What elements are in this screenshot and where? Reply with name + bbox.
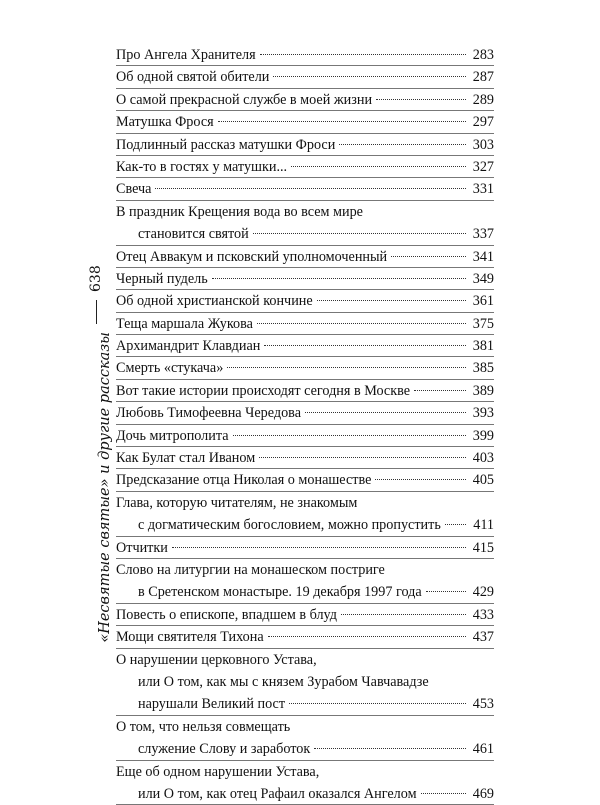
toc-entry[interactable]: [116, 268, 494, 290]
toc-page-number: 297: [470, 111, 494, 133]
toc-entry-title: Отец Аввакум и псковский уполномоченный: [116, 246, 387, 268]
toc-page-number: 429: [470, 581, 494, 603]
toc-line: [116, 469, 494, 491]
toc-line: [116, 313, 494, 335]
toc-entry[interactable]: [116, 626, 494, 648]
toc-entry[interactable]: [116, 380, 494, 402]
dot-leader: [257, 323, 466, 324]
toc-page-number: 283: [470, 44, 494, 66]
toc-line: [116, 290, 494, 312]
dot-leader: [314, 748, 466, 749]
toc-page-number: 337: [470, 223, 494, 245]
toc-entry-title: Теща маршала Жукова: [116, 313, 253, 335]
dot-leader: [273, 76, 466, 77]
toc-page-number: 405: [470, 469, 494, 491]
toc-line: [116, 716, 494, 738]
header-divider: [96, 300, 97, 324]
toc-entry-title: Черный пудель: [116, 268, 208, 290]
toc-entry-title: Как-то в гостях у матушки...: [116, 156, 287, 178]
toc-line: [116, 514, 494, 536]
toc-entry[interactable]: [116, 649, 494, 716]
toc-page-number: 385: [470, 357, 494, 379]
toc-line: [116, 335, 494, 357]
toc-entry-title: Мощи святителя Тихона: [116, 626, 264, 648]
toc-entry-title: Вот такие истории происходят сегодня в Москве: [116, 380, 410, 402]
dot-leader: [233, 435, 466, 436]
toc-page-number: 331: [470, 178, 494, 200]
toc-line: [116, 738, 494, 760]
toc-entry-title: Свеча: [116, 178, 151, 200]
toc-page-number: 403: [470, 447, 494, 469]
toc-line: [116, 581, 494, 603]
dot-leader: [259, 457, 466, 458]
toc-line: [116, 626, 494, 648]
dot-leader: [391, 256, 466, 257]
toc-entry-title: Дочь митрополита: [116, 425, 229, 447]
toc-line: [116, 402, 494, 424]
toc-entry[interactable]: [116, 469, 494, 491]
toc-entry[interactable]: [116, 559, 494, 604]
toc-entry-title: Еще об одном нарушении Устава,: [116, 761, 319, 783]
toc-page-number: 381: [470, 335, 494, 357]
toc-entry-title: служение Слову и заработок: [138, 738, 310, 760]
toc-entry-title: Подлинный рассказ матушки Фроси: [116, 134, 335, 156]
toc-page-number: 327: [470, 156, 494, 178]
toc-entry-title: Повесть о епископе, впадшем в блуд: [116, 604, 337, 626]
dot-leader: [339, 144, 466, 145]
toc-page-number: 469: [470, 783, 494, 805]
toc-line: [116, 223, 494, 245]
dot-leader: [341, 614, 466, 615]
toc-line: [116, 783, 494, 805]
toc-entry-title: в Сретенском монастыре. 19 декабря 1997 года: [138, 581, 422, 603]
toc-entry-title: Смерть «стукача»: [116, 357, 223, 379]
toc-entry[interactable]: [116, 290, 494, 312]
dot-leader: [260, 54, 466, 55]
toc-line: [116, 559, 494, 581]
dot-leader: [264, 345, 466, 346]
dot-leader: [426, 591, 466, 592]
dot-leader: [376, 99, 466, 100]
toc-page-number: 453: [470, 693, 494, 715]
toc-entry[interactable]: [116, 178, 494, 200]
toc-page-number: 287: [470, 66, 494, 88]
toc-line: [116, 693, 494, 715]
table-of-contents: [116, 44, 494, 805]
toc-entry[interactable]: [116, 66, 494, 88]
toc-line: [116, 246, 494, 268]
toc-entry[interactable]: [116, 89, 494, 111]
toc-entry-title: Любовь Тимофеевна Чередова: [116, 402, 301, 424]
toc-entry[interactable]: [116, 357, 494, 379]
toc-page-number: 303: [470, 134, 494, 156]
dot-leader: [268, 636, 466, 637]
toc-line: [116, 357, 494, 379]
toc-page-number: 461: [470, 738, 494, 760]
toc-entry-title: Как Булат стал Иваном: [116, 447, 255, 469]
toc-line: [116, 447, 494, 469]
dot-leader: [445, 524, 466, 525]
toc-entry-title: Про Ангела Хранителя: [116, 44, 256, 66]
toc-line: [116, 492, 494, 514]
toc-entry-title: становится святой: [138, 223, 249, 245]
toc-entry[interactable]: [116, 761, 494, 805]
toc-entry[interactable]: [116, 402, 494, 424]
toc-entry[interactable]: [116, 716, 494, 761]
toc-entry-title: Слово на литургии на монашеском постриге: [116, 559, 385, 581]
dot-leader: [414, 390, 466, 391]
toc-line: [116, 425, 494, 447]
running-title: «Несвятые святые» и другие рассказы: [97, 332, 113, 643]
toc-entry-title: нарушали Великий пост: [138, 693, 285, 715]
dot-leader: [291, 166, 466, 167]
toc-line: [116, 178, 494, 200]
toc-page-number: 341: [470, 246, 494, 268]
toc-line: [116, 66, 494, 88]
toc-line: [116, 156, 494, 178]
toc-page-number: 393: [470, 402, 494, 424]
running-header: [86, 272, 108, 712]
toc-entry-title: О том, что нельзя совмещать: [116, 716, 290, 738]
toc-entry-title: Предсказание отца Николая о монашестве: [116, 469, 371, 491]
toc-line: [116, 604, 494, 626]
toc-entry-title: Архимандрит Клавдиан: [116, 335, 260, 357]
dot-leader: [305, 412, 466, 413]
toc-line: [116, 649, 494, 671]
toc-line: [116, 44, 494, 66]
toc-page-number: 433: [470, 604, 494, 626]
toc-line: [116, 761, 494, 783]
toc-entry[interactable]: [116, 111, 494, 133]
toc-line: [116, 89, 494, 111]
toc-entry[interactable]: [116, 156, 494, 178]
toc-entry[interactable]: [116, 604, 494, 626]
toc-entry[interactable]: [116, 246, 494, 268]
toc-entry-title: О нарушении церковного Устава,: [116, 649, 317, 671]
dot-leader: [289, 703, 466, 704]
toc-page-number: 415: [470, 537, 494, 559]
toc-page-number: 437: [470, 626, 494, 648]
dot-leader: [227, 367, 466, 368]
toc-page-number: 361: [470, 290, 494, 312]
toc-entry-title: Глава, которую читателям, не знакомым: [116, 492, 357, 514]
toc-entry[interactable]: [116, 447, 494, 469]
toc-entry[interactable]: [116, 313, 494, 335]
toc-line: [116, 134, 494, 156]
toc-entry[interactable]: [116, 335, 494, 357]
toc-line: [116, 671, 494, 693]
toc-line: [116, 380, 494, 402]
toc-line: [116, 111, 494, 133]
page-number: 638: [88, 270, 104, 292]
toc-page-number: 411: [470, 514, 494, 536]
toc-entry-title: О самой прекрасной службе в моей жизни: [116, 89, 372, 111]
dot-leader: [317, 300, 466, 301]
toc-line: [116, 537, 494, 559]
toc-page-number: 399: [470, 425, 494, 447]
dot-leader: [218, 121, 466, 122]
toc-entry[interactable]: [116, 537, 494, 559]
dot-leader: [253, 233, 466, 234]
toc-entry-title: Матушка Фрося: [116, 111, 214, 133]
toc-line: [116, 201, 494, 223]
toc-entry[interactable]: [116, 44, 494, 66]
toc-entry[interactable]: [116, 134, 494, 156]
dot-leader: [212, 278, 466, 279]
toc-line: [116, 268, 494, 290]
toc-entry-title: В праздник Крещения вода во всем мире: [116, 201, 363, 223]
dot-leader: [421, 793, 466, 794]
toc-page-number: 349: [470, 268, 494, 290]
toc-page-number: 375: [470, 313, 494, 335]
toc-entry[interactable]: [116, 492, 494, 537]
toc-entry[interactable]: [116, 201, 494, 246]
toc-entry-title: или О том, как мы с князем Зурабом Чавчавадзе: [138, 671, 429, 693]
toc-entry-title: Отчитки: [116, 537, 168, 559]
toc-entry-title: или О том, как отец Рафаил оказался Ангелом: [138, 783, 417, 805]
dot-leader: [172, 547, 466, 548]
toc-entry-title: с догматическим богословием, можно пропустить: [138, 514, 441, 536]
toc-page-number: 289: [470, 89, 494, 111]
toc-entry-title: Об одной христианской кончине: [116, 290, 313, 312]
toc-page-number: 389: [470, 380, 494, 402]
toc-entry-title: Об одной святой обители: [116, 66, 269, 88]
dot-leader: [155, 188, 466, 189]
toc-entry[interactable]: [116, 425, 494, 447]
dot-leader: [375, 479, 466, 480]
